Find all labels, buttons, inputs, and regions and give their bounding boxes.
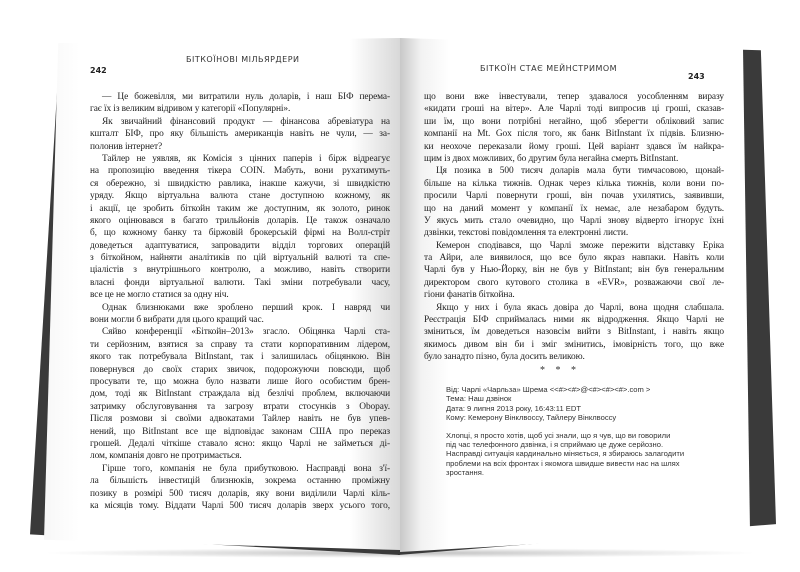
section-separator: * * * — [540, 365, 580, 376]
right-page-number: 243 — [688, 72, 705, 81]
text-line: якого так потребувала BitInstant, так і залишилась обіцянкою. Він — [90, 352, 390, 363]
text-line: вони могли б вибрати для цього кращий час. — [90, 315, 264, 326]
text-line: просувати те, що можна було назвати лише його особистим брен- — [90, 376, 390, 387]
text-line: Якщо у них і була якась довіра до Чарлі, вона щодня слабшала. — [436, 302, 724, 313]
email-body-line: під час телефонного дзвінка, і я сприймаю це дуже серйозно. — [446, 440, 664, 450]
text-line: і акції, це зробить біткойн таким же доступним, як золото, ринок — [90, 203, 390, 214]
text-line: якого оцінювався в багато трильйонів доларів. Це також означало — [90, 215, 390, 226]
right-running-head: БІТКОЇН СТАЄ МЕЙНСТРИМОМ — [480, 64, 618, 73]
text-line: кшталт БІФ, про яку більшість американців навіть не чули, — за- — [90, 129, 390, 140]
text-line: ши їм, що вони потрібні негайно, щоб зберегти обліковий запис — [424, 116, 724, 127]
text-line: б, що кожному банку та біржовій брокерській фірмі на Волл-стріт — [90, 228, 390, 239]
text-line: щим із двох можливих, бо другим була негайна смерть BitInstant. — [424, 153, 679, 164]
text-line: з біткойном, найняти аналітиків по цій віртуальній валюті та спе- — [90, 253, 390, 264]
text-line: нений, що BitInstant все ще відповідає законам США про переказ — [90, 426, 390, 437]
text-line: просили Чарлі повернути гроші, він почав ухилятись, заявивши, — [424, 191, 724, 202]
text-line: «кидати гроші на вітер». Але Чарлі тоді випросив ці гроші, сказав- — [424, 104, 724, 115]
text-line: та Айри, але виявилося, що все було якраз навпаки. Навіть коли — [424, 253, 724, 264]
text-line: ся обережно, зі швидкістю равлика, інакше кажучи, зі швидкістю — [90, 178, 390, 189]
text-line: директором свого кутового столика в «EVR», розважаючи свої ле- — [424, 277, 724, 288]
text-line: Сяйво конференції «Біткойн–2013» згасло. Обіцянка Чарлі ста- — [102, 327, 390, 338]
text-line: на пропозицію введення тікера COIN. Мабуть, вони рухатимуть- — [90, 166, 390, 177]
right-page-text — [424, 91, 724, 364]
text-line: Ця позика в 500 тисяч доларів мала бути тимчасовою, щонай- — [436, 166, 724, 177]
text-line: все це не могло статися за одну ніч. — [90, 290, 229, 301]
text-line: ти серйозним, взятися за справу та стати корпоративним лідером, — [90, 339, 390, 350]
text-line: повернувся до своїх старих звичок, подорожуючи повсюди, щоб — [90, 364, 390, 375]
email-to: Кому: Кемерону Вінклвоссу, Тайлеру Вінклвоссу — [446, 413, 617, 423]
text-line: Чарлі був у Нью-Йорку, він не був у BitInstant; він був генеральним — [424, 265, 724, 276]
text-line: Як звичайний фінансовий продукт — фінансова абревіатура на — [102, 116, 390, 127]
text-line: зміниться, їм доведеться назовсім вийти з BitInstant, і навіть якщо — [424, 327, 724, 338]
email-body-line: Хлопці, я просто хотів, щоб усі знали, що я чув, що ви говорили — [446, 430, 671, 440]
text-line: позику в розмірі 500 тисяч доларів, яку вони виділили Чарлі кіль- — [90, 488, 390, 499]
text-line: — Це божевілля, ми витратили нуль доларів, і наш БІФ перема- — [102, 92, 390, 102]
text-line: Тайлер не уявляв, як Комісія з цінних паперів і бірж відреагує — [102, 153, 390, 164]
left-page-text — [90, 91, 390, 512]
email-from: Від: Чарлі «Чарльза» Шрема <<#><#>@<#><#><#>.com > — [446, 385, 651, 394]
text-line: уряду. Якщо віртуальна валюта стане доступною кожному, як — [90, 191, 390, 202]
text-line: Однак близнюками вже зроблено перший крок. І навряд чи — [102, 302, 390, 313]
email-excerpt — [446, 385, 684, 478]
email-body-line: зростання. — [446, 468, 484, 478]
text-line: дзвінки, текстові повідомлення та електронні листи. — [424, 228, 629, 239]
email-body-line: Насправді ситуація кардинально міняється, я збираюсь залагодити — [446, 449, 685, 459]
text-line: доведеться адаптуватися, запровадити відділ торгових операцій — [90, 240, 390, 251]
text-line: дом, тоді як BitInstant страждала від безлічі проблем, включаючи — [90, 389, 390, 400]
text-line: було занадто пізно, була досить великою. — [424, 352, 585, 363]
text-line: полонив інтернет? — [90, 141, 163, 152]
text-line: Реєстрація БІФ сприймалась ними як відродження. Якщо Чарлі не — [424, 315, 724, 326]
text-line: Кемерон сподівався, що Чарлі зможе пережити відставку Еріка — [436, 240, 724, 251]
text-line: затримку обслуговування та загрозу втрати стосунків з Obopay. — [90, 401, 390, 412]
text-line: що на даний момент у компанії їх немає, але незабаром будуть. — [424, 203, 724, 214]
text-line: Гірше того, компанія не була прибутковою. Насправді вона з'ї- — [102, 463, 390, 474]
text-line: що вони вже інвестували, тепер здавалося уособленням виразу — [424, 92, 724, 102]
text-line: У якусь мить стало очевидно, що Чарлі знову відверто ігнорує їхні — [424, 215, 724, 226]
text-line: ціалістів з внутрішнього контролю, а можливо, навіть створити — [90, 265, 390, 276]
email-date: Дата: 9 липня 2013 року, 16:43:11 EDT — [446, 403, 581, 413]
text-line: гіони фанатів біткойна. — [424, 290, 515, 301]
text-line: Після розмови зі своїми адвокатами Тайлер навіть не був упев- — [90, 414, 390, 425]
text-line: більше на кілька тижнів. Однак через кілька тижнів, коли вони по- — [424, 178, 724, 189]
text-line: гає їх із великим відривом у категорії «Популярні». — [90, 104, 291, 115]
text-line: компанії на Mt. Gox після того, як банк BitInstant їх підвів. Близню- — [424, 129, 724, 140]
text-line: грошей. Дедалі чіткіше ставало ясно: якщо Чарлі не займеться ді- — [90, 438, 390, 449]
text-line: лом, компанія довго не протримається. — [90, 451, 242, 462]
text-line: ки неохоче переказали йому гроші. Цей варіант здався їм найкра- — [424, 141, 724, 152]
text-line: якимось дивом він би і зміг змінитись, імовірність того, що вже — [424, 339, 724, 350]
email-body-line: проблеми на всіх фронтах і якомога швидше вивести нас на шлях — [446, 458, 680, 468]
text-line: ка місяців тому. Віддати Чарлі 500 тисяч доларів зверх усього того, — [90, 500, 390, 511]
email-subject: Тема: Наш дзвінок — [446, 394, 512, 404]
left-page-number: 242 — [90, 66, 107, 75]
text-line: ла більшість інвестицій близнюків, зокрема останню проміжну — [90, 476, 390, 487]
text-line: власні фонди віртуальної валюти. Такі зміни потребували часу, — [90, 277, 390, 288]
left-running-head: БІТКОЇНОВІ МІЛЬЯРДЕРИ — [186, 55, 300, 64]
